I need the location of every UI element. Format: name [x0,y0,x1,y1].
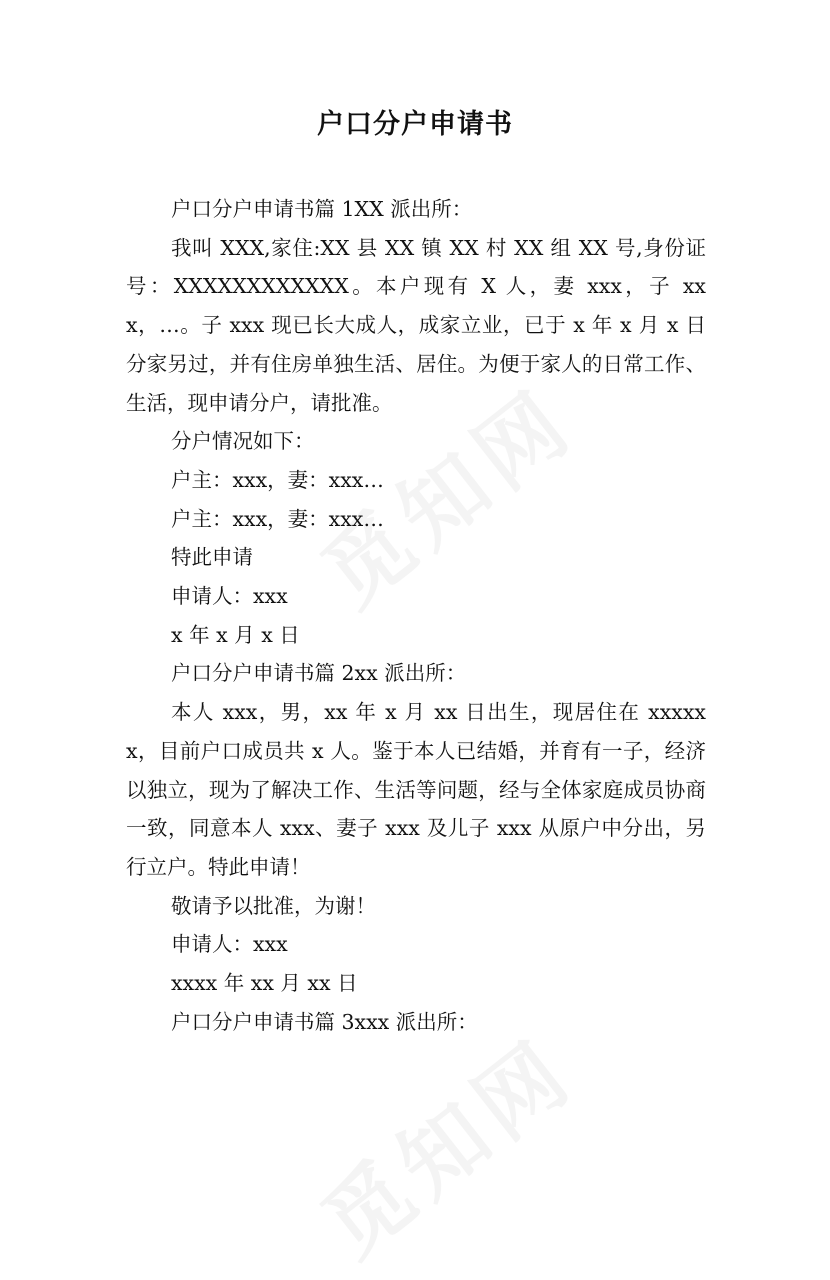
paragraph: 户主：xxx，妻：xxx… [171,467,384,492]
paragraph: x 年 x 月 x 日 [171,622,300,647]
paragraph: 户主：xxx，妻：xxx… [171,506,384,531]
paragraph: 户口分户申请书篇 1XX 派出所： [171,197,473,221]
paragraph: 户口分户申请书篇 2xx 派出所： [171,661,467,686]
paragraph: 我叫 XXX,家住:XX 县 XX 镇 XX 村 XX 组 XX 号,身份证号：XXXXXXXXXXXX。本户现有 X 人，妻 xxx，子 xxx，…。子 xxx 现已长大成人，成家立业，已于 x 年 x 月 x 日分家另过，并有住房单独生活、居住。为便于家人的日常工作、生活，现申请分户，请批准。 [126,235,706,415]
paragraph: 分户情况如下： [171,429,315,454]
paragraph: 申请人：xxx [171,932,288,957]
document-body [126,190,706,1041]
page-title: 户口分户申请书 [317,109,513,140]
watermark [292,1004,595,1279]
paragraph: 申请人：xxx [171,584,288,609]
paragraph: xxxx 年 xx 月 xx 日 [171,971,358,996]
paragraph: 本人 xxx，男，xx 年 x 月 xx 日出生，现居住在 xxxxxx，目前户口成员共 x 人。鉴于本人已结婚，并育有一子，经济以独立，现为了解决工作、生活等问题，经与全体家庭成员协商一致，同意本人 xxx、妻子 xxx 及儿子 xxx 从原户中分出，另行立户。特此申请！ [126,700,706,879]
paragraph: 敬请予以批准，为谢！ [171,893,376,918]
paragraph: 户口分户申请书篇 3xxx 派出所： [171,1009,478,1034]
paragraph: 特此申请 [171,545,253,570]
